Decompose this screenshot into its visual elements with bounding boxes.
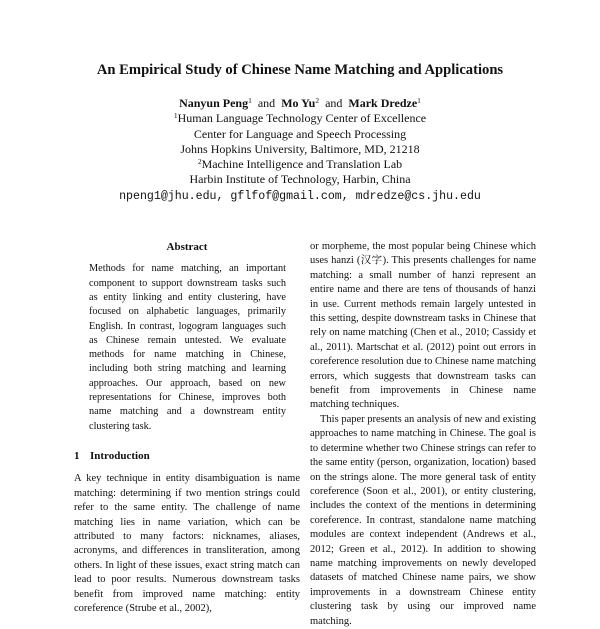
body-paragraph: This paper presents an analysis of new and existing approaches to name matching in Chinese. The goal is to determine whether two Chinese strings can refer to the same entity (person, organization, location) based on the strings alone. The more general task of entity coreference (Soon et al., 2001), or entity clustering, includes the context of the mentions in determining coreference. In contrast, standalone name matching modules are context independent (Andrews et al., 2012; Green et al., 2012). In addition to showing name matching improvements on newly developed datasets of matched Chinese name pairs, we show improvements in a downstream Chinese entity clustering task by using our improved name matching. — [310, 413, 536, 627]
affiliation-2-line2: Harbin Institute of Technology, Harbin, China — [189, 172, 411, 187]
author-name: Mark Dredze — [348, 96, 418, 110]
section-number: 1 — [74, 449, 80, 462]
affiliation-1-line3: Johns Hopkins University, Baltimore, MD, 21218 — [180, 141, 420, 156]
abstract-heading: Abstract — [166, 241, 208, 253]
affiliation-text: Machine Intelligence and Translation Lab — [201, 157, 403, 172]
affil-mark: 1 — [173, 111, 178, 121]
affiliation-1 — [0, 111, 600, 126]
author-conj: and — [257, 96, 276, 110]
body-paragraph: or morpheme, the most popular being Chinese which uses hanzi (汉字). This presents challenges for name matching: a small number of hanzi represent an entire name and there are tens of thousands of hanzi in use. Current methods remain largely untested in this setting, despite downstream tasks in Chinese that rely on name matching (Chen et al., 2010; Cassidy et al., 2011). Martschat et al. (2012) point out errors in coreference resolution due to Chinese name matching errors, which suggests that downstream tasks can benefit from improvements in Chinese name matching techniques. — [310, 241, 536, 411]
author-name: Mo Yu — [281, 96, 316, 110]
right-column — [310, 240, 536, 629]
author-block — [0, 96, 600, 204]
author-conj: and — [325, 96, 343, 110]
affil-mark: 2 — [197, 157, 202, 167]
author-name: Nanyun Peng — [179, 96, 249, 110]
section-heading — [74, 449, 300, 463]
author-emails: npeng1@jhu.edu, gflfof@gmail.com, mdredze@cs.jhu.edu — [119, 189, 481, 203]
affiliation-2 — [0, 157, 600, 172]
abstract-body: Methods for name matching, an important component to support downstream tasks such as entity linking and entity clustering, have focused on alphabetic languages, primarily English. In contrast, logogram languages such as Chinese remain untested. We evaluate methods for name matching in Chinese, including both string matching and learning approaches. Our approach, based on new representations for Chinese, improves both name matching and a downstream entity clustering task. — [89, 263, 286, 432]
affil-mark: 1 — [417, 96, 421, 105]
affiliation-text: Human Language Technology Center of Excellence — [177, 111, 427, 126]
left-column — [74, 240, 300, 616]
affil-mark: 1 — [248, 96, 252, 105]
intro-paragraph: A key technique in entity disambiguation is name matching: determining if two mention strings could refer to the same entity. The challenge of name matching lies in name variation, which can be attributed to many factors: nicknames, aliases, acronyms, and differences in transliteration, among others. In light of these issues, exact string match can lead to poor results. Numerous downstream tasks benefit from improved name matching: entity coreference (Strube et al., 2002), — [74, 473, 300, 615]
section-title: Introduction — [90, 449, 150, 462]
paper-title: An Empirical Study of Chinese Name Matching and Applications — [96, 62, 504, 78]
affiliation-1-line2: Center for Language and Speech Processing — [193, 126, 407, 141]
author-line — [0, 96, 600, 111]
affil-mark: 2 — [315, 96, 320, 105]
